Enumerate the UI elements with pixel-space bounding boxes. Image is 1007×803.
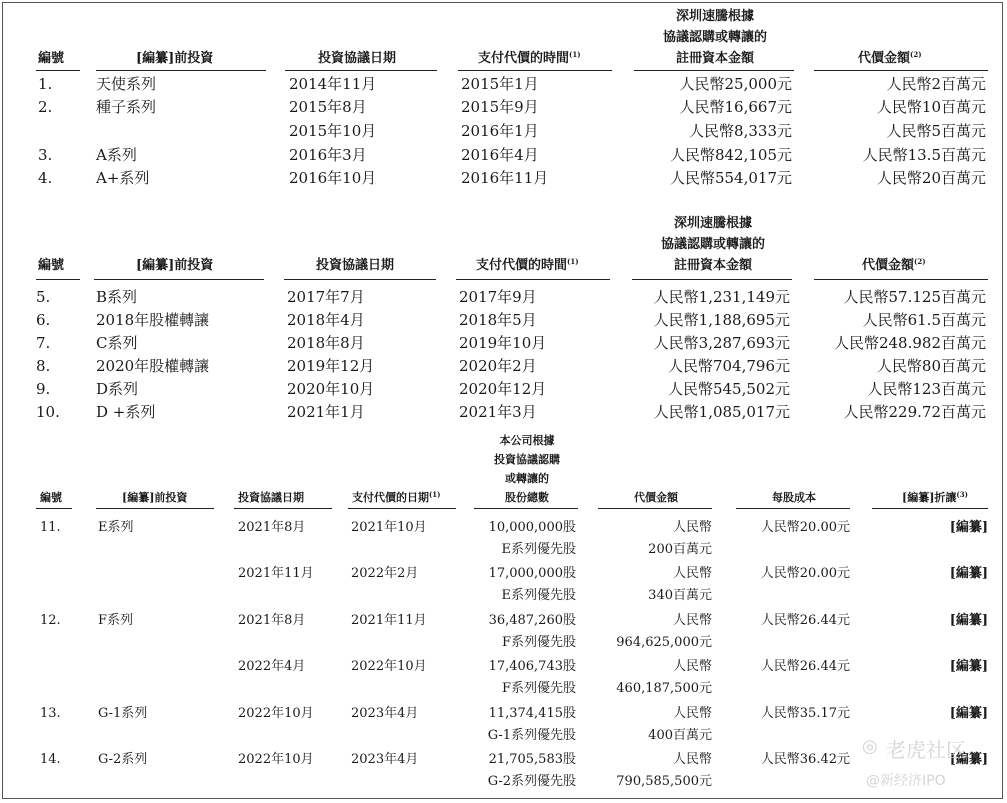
row-investor: G-1系列 — [98, 706, 148, 721]
row-total-shares: 11,374,415股 — [488, 706, 576, 721]
row-consideration-amount: 964,625,000元 — [616, 635, 712, 650]
watermark-text: 老虎社区 — [886, 738, 966, 762]
row-share-class: E系列優先股 — [501, 588, 576, 603]
row-payment-date: 2023年4月 — [351, 706, 419, 721]
row-cost-per-share: 人民幣35.17元 — [760, 706, 850, 721]
row-payment-time: 2015年1月 — [461, 75, 539, 93]
row-no: 14. — [40, 752, 61, 767]
header-no: 編號 — [38, 258, 65, 273]
header-shares-line3: 或轉讓的 — [505, 472, 549, 485]
header-rule — [456, 279, 610, 280]
header-discount: [編纂]折讓$^{(3)}$ — [902, 490, 968, 504]
header-rule — [284, 279, 436, 280]
header-rule — [814, 279, 988, 280]
header-rule — [36, 279, 80, 280]
row-cost-per-share: 人民幣36.42元 — [760, 752, 850, 767]
row-consideration: 人民幣229.72百萬元 — [843, 403, 986, 421]
header-rule — [814, 70, 988, 71]
row-payment-date: 2022年10月 — [351, 659, 427, 674]
row-agreement-date: 2017年7月 — [287, 288, 365, 306]
row-cost-per-share: 人民幣20.00元 — [760, 520, 850, 535]
row-registered-capital: 人民幣3,287,693元 — [653, 334, 790, 352]
row-discount: [編纂] — [949, 613, 988, 628]
row-agreement-date: 2021年11月 — [238, 566, 314, 581]
row-investor: G-2系列 — [98, 752, 148, 767]
row-payment-time: 2020年2月 — [459, 357, 537, 375]
row-consideration-amount: 400百萬元 — [648, 728, 712, 743]
row-total-shares: 36,487,260股 — [488, 613, 576, 628]
row-no: 2. — [38, 98, 53, 116]
row-consideration-currency: 人民幣 — [672, 566, 712, 581]
row-registered-capital: 人民幣704,796元 — [667, 357, 790, 375]
row-investor: A系列 — [96, 146, 137, 164]
row-payment-time: 2016年1月 — [461, 122, 539, 140]
row-consideration-currency: 人民幣 — [672, 659, 712, 674]
header-rule — [634, 70, 794, 71]
header-capital-line3: 註冊資本金額 — [675, 51, 754, 66]
header-rule — [632, 279, 792, 280]
row-total-shares: 21,705,583股 — [488, 752, 576, 767]
row-payment-time: 2017年9月 — [459, 288, 537, 306]
row-consideration-currency: 人民幣 — [672, 613, 712, 628]
row-registered-capital: 人民幣16,667元 — [679, 98, 792, 116]
row-share-class: F系列優先股 — [501, 635, 576, 650]
header-rule — [96, 508, 214, 509]
row-share-class: G-1系列優先股 — [487, 728, 576, 743]
row-agreement-date: 2022年4月 — [238, 659, 306, 674]
row-cost-per-share: 人民幣26.44元 — [760, 659, 850, 674]
header-agreement-date: 投資協議日期 — [316, 258, 395, 273]
header-capital-line2: 協議認購或轉讓的 — [662, 30, 767, 45]
row-consideration: 人民幣5百萬元 — [886, 122, 986, 140]
row-agreement-date: 2021年8月 — [238, 613, 306, 628]
row-consideration: 人民幣10百萬元 — [876, 98, 986, 116]
row-investor: F系列 — [98, 613, 134, 628]
header-rule — [96, 70, 266, 71]
row-consideration: 人民幣57.125百萬元 — [843, 288, 986, 306]
row-agreement-date: 2022年10月 — [238, 752, 314, 767]
header-cost-per-share: 每股成本 — [772, 491, 816, 504]
header-rule — [872, 508, 988, 509]
header-payment-time: 支付代價的時間$^{(1)}$ — [478, 50, 581, 66]
row-discount: [編纂] — [949, 566, 988, 581]
header-no: 編號 — [38, 51, 65, 66]
row-payment-date: 2021年11月 — [351, 613, 427, 628]
row-investor: 種子系列 — [96, 98, 157, 116]
row-consideration: 人民幣248.982百萬元 — [833, 334, 986, 352]
header-rule — [36, 508, 72, 509]
row-registered-capital: 人民幣842,105元 — [669, 146, 792, 164]
row-payment-time: 2018年5月 — [459, 311, 537, 329]
row-investor: 2020年股權轉讓 — [96, 357, 210, 375]
row-consideration: 人民幣20百萬元 — [876, 169, 986, 187]
header-rule — [285, 70, 437, 71]
header-investor: [編纂]前投資 — [122, 491, 188, 504]
row-no: 11. — [40, 520, 61, 535]
header-no: 編號 — [40, 491, 62, 504]
row-no: 8. — [36, 357, 51, 375]
row-consideration: 人民幣13.5百萬元 — [862, 146, 986, 164]
row-payment-time: 2015年9月 — [461, 98, 539, 116]
header-consideration: 代價金額$^{(2)}$ — [862, 257, 926, 273]
row-agreement-date: 2018年4月 — [287, 311, 365, 329]
row-share-class: F系列優先股 — [501, 681, 576, 696]
row-registered-capital: 人民幣1,231,149元 — [653, 288, 790, 306]
row-total-shares: 10,000,000股 — [488, 520, 576, 535]
row-agreement-date: 2016年3月 — [289, 146, 367, 164]
row-investor: 天使系列 — [96, 75, 157, 93]
row-investor: 2018年股權轉讓 — [96, 311, 210, 329]
header-capital-line3: 註冊資本金額 — [673, 258, 752, 273]
header-rule — [458, 70, 612, 71]
row-payment-date: 2023年4月 — [351, 752, 419, 767]
row-no: 13. — [40, 706, 61, 721]
row-agreement-date: 2015年10月 — [289, 122, 377, 140]
row-no: 4. — [38, 169, 53, 187]
row-agreement-date: 2018年8月 — [287, 334, 365, 352]
row-discount: [編纂] — [949, 659, 988, 674]
row-no: 1. — [38, 75, 53, 93]
row-payment-date: 2022年2月 — [351, 566, 419, 581]
row-agreement-date: 2019年12月 — [287, 357, 375, 375]
row-consideration-amount: 790,585,500元 — [616, 774, 712, 789]
header-capital-line1: 深圳速騰根據 — [675, 9, 754, 24]
header-capital-line2: 協議認購或轉讓的 — [660, 237, 765, 252]
header-rule — [348, 508, 456, 509]
header-rule — [598, 508, 712, 509]
row-consideration: 人民幣123百萬元 — [867, 380, 986, 398]
row-consideration: 人民幣2百萬元 — [886, 75, 986, 93]
header-rule — [234, 508, 332, 509]
header-rule — [736, 508, 850, 509]
header-investor: [編纂]前投資 — [136, 51, 214, 66]
header-consideration: 代價金額$^{(2)}$ — [858, 50, 922, 66]
row-investor: E系列 — [98, 520, 134, 535]
row-share-class: E系列優先股 — [501, 542, 576, 557]
row-payment-time: 2021年3月 — [459, 403, 537, 421]
row-cost-per-share: 人民幣26.44元 — [760, 613, 850, 628]
header-shares-line1: 本公司根據 — [499, 434, 555, 447]
header-rule — [94, 279, 264, 280]
row-payment-date: 2021年10月 — [351, 520, 427, 535]
row-agreement-date: 2016年10月 — [289, 169, 377, 187]
row-registered-capital: 人民幣545,502元 — [667, 380, 790, 398]
row-registered-capital: 人民幣1,085,017元 — [653, 403, 790, 421]
row-no: 7. — [36, 334, 51, 352]
row-payment-time: 2016年11月 — [461, 169, 549, 187]
row-investor: D +系列 — [96, 403, 156, 421]
row-no: 12. — [40, 613, 61, 628]
header-rule — [36, 70, 80, 71]
watermark-logo-icon: ◎ — [862, 736, 878, 757]
row-payment-time: 2020年12月 — [459, 380, 547, 398]
row-agreement-date: 2015年8月 — [289, 98, 367, 116]
row-discount: [編纂] — [949, 752, 988, 767]
header-shares-line2: 投資協議認購 — [494, 453, 560, 466]
row-investor: B系列 — [96, 288, 138, 306]
row-agreement-date: 2020年10月 — [287, 380, 375, 398]
row-no: 3. — [38, 146, 53, 164]
row-share-class: G-2系列優先股 — [487, 774, 576, 789]
row-agreement-date: 2022年10月 — [238, 706, 314, 721]
row-registered-capital: 人民幣8,333元 — [689, 122, 792, 140]
row-payment-time: 2019年10月 — [459, 334, 547, 352]
row-consideration-currency: 人民幣 — [672, 752, 712, 767]
row-consideration: 人民幣80百萬元 — [876, 357, 986, 375]
header-rule — [474, 508, 578, 509]
header-investor: [編纂]前投資 — [136, 258, 214, 273]
row-payment-time: 2016年4月 — [461, 146, 539, 164]
row-no: 9. — [36, 380, 51, 398]
row-discount: [編纂] — [949, 706, 988, 721]
row-consideration-amount: 460,187,500元 — [616, 681, 712, 696]
header-agreement-date: 投資協議日期 — [238, 491, 304, 504]
row-investor: D系列 — [96, 380, 139, 398]
row-total-shares: 17,406,743股 — [488, 659, 576, 674]
header-payment-time: 支付代價的時間$^{(1)}$ — [476, 257, 579, 273]
header-payment-date: 支付代價的日期$^{(1)}$ — [352, 490, 441, 504]
watermark-subtext: @新经济IPO — [866, 773, 946, 789]
row-agreement-date: 2014年11月 — [289, 75, 377, 93]
row-consideration-amount: 200百萬元 — [648, 542, 712, 557]
header-agreement-date: 投資協議日期 — [318, 51, 397, 66]
header-capital-line1: 深圳速騰根據 — [673, 216, 752, 231]
row-discount: [編纂] — [949, 520, 988, 535]
row-agreement-date: 2021年1月 — [287, 403, 365, 421]
row-investor: C系列 — [96, 334, 138, 352]
header-shares-line4: 股份總數 — [505, 491, 549, 504]
row-registered-capital: 人民幣554,017元 — [669, 169, 792, 187]
row-cost-per-share: 人民幣20.00元 — [760, 566, 850, 581]
row-investor: A+系列 — [96, 169, 150, 187]
header-consideration: 代價金額 — [634, 491, 678, 504]
row-consideration-currency: 人民幣 — [672, 520, 712, 535]
row-consideration-currency: 人民幣 — [672, 706, 712, 721]
row-registered-capital: 人民幣25,000元 — [679, 75, 792, 93]
row-consideration: 人民幣61.5百萬元 — [862, 311, 986, 329]
row-no: 5. — [36, 288, 51, 306]
row-agreement-date: 2021年8月 — [238, 520, 306, 535]
row-total-shares: 17,000,000股 — [488, 566, 576, 581]
row-registered-capital: 人民幣1,188,695元 — [653, 311, 790, 329]
row-no: 10. — [36, 403, 60, 421]
row-no: 6. — [36, 311, 51, 329]
row-consideration-amount: 340百萬元 — [648, 588, 712, 603]
